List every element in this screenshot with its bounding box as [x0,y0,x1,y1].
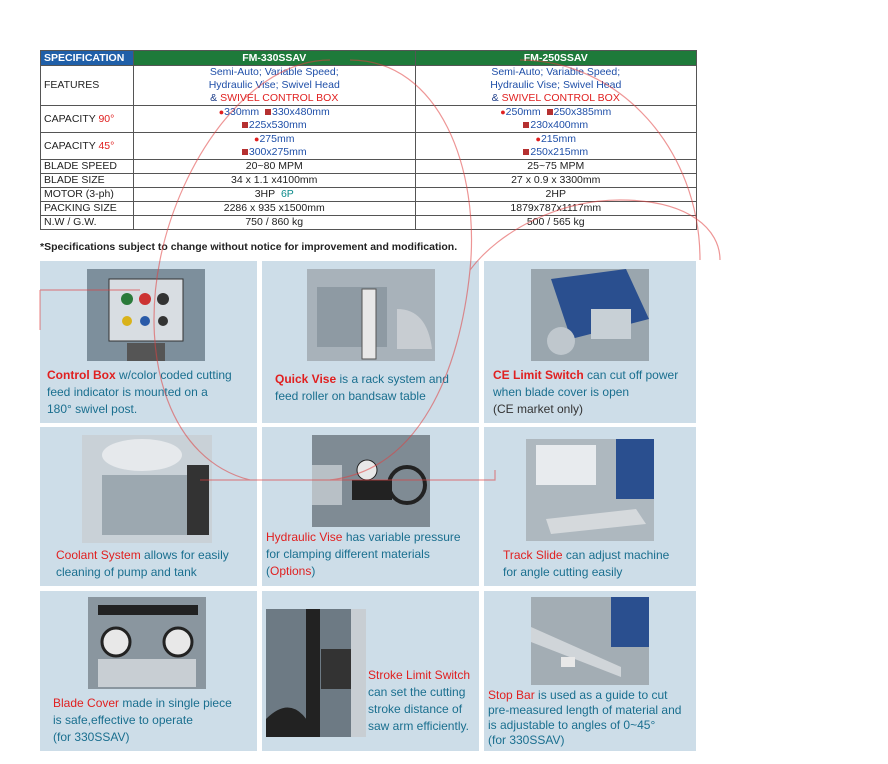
caption-text: (for 330SSAV) [53,730,130,744]
cap-round: 215mm [540,133,576,145]
caption-text: w/color coded cutting [115,368,232,382]
cap-round: 275mm [259,133,295,145]
cap-round: 330mm [224,106,260,118]
weight-fm330: 750 / 860 kg [134,216,416,230]
caption-text: saw arm efficiently. [368,719,469,733]
caption-text: is a rack system and [336,372,449,386]
track-slide-caption [503,547,693,581]
panel-hydraulic [262,427,479,586]
cap-rect: 330x480mm [272,106,330,118]
quick-vise-title: Quick Vise [275,372,337,386]
caption-text: can set the cutting [368,685,466,699]
caption-text: allows for easily [140,548,229,562]
stroke-limit-photo [266,609,366,737]
features-label: FEATURES [41,66,134,106]
capacity-45-fm250 [415,133,697,160]
feature-amp: & [210,92,221,104]
blade-speed-fm250: 25~75 MPM [415,160,697,174]
blade-size-fm250: 27 x 0.9 x 3300mm [415,174,697,188]
caption-text: feed roller on bandsaw table [275,389,426,403]
panel-track-slide [484,427,696,586]
control-box-title: Control Box [47,368,116,382]
rect-icon [242,149,248,155]
capacity-deg: 45° [98,139,115,152]
features-fm250 [415,66,697,106]
hydraulic-image [312,435,430,527]
spec-header-fm250: FM-250SSAV [415,51,697,66]
caption-text: stroke distance of [368,702,463,716]
caption-text: ( [266,564,270,578]
spec-note: *Specifications subject to change without notice for improvement and modification. [40,241,458,253]
caption-text: is used as a guide to cut [534,688,668,702]
blade-speed-fm330: 20~80 MPM [134,160,416,174]
caption-text: is safe,effective to operate [53,713,193,727]
blade-speed-label: BLADE SPEED [41,160,134,174]
round-icon: ● [500,107,506,117]
caption-text: has variable pressure [342,530,461,544]
stop-bar-title: Stop Bar [488,688,535,702]
control-box-caption [47,367,255,418]
weight-fm250: 500 / 565 kg [415,216,697,230]
panel-stroke-limit [262,591,479,751]
caption-text: (CE market only) [493,402,584,416]
quick-vise-image [307,269,435,361]
feature-line: Hydraulic Vise; Swivel Head [208,79,340,91]
feature-swivel: SWIVEL CONTROL BOX [220,92,339,104]
hydraulic-caption [266,529,478,580]
coolant-photo [82,435,212,543]
panel-blade-cover [40,591,257,751]
motor-hp: 3HP [254,188,276,200]
capacity-90-fm250 [415,106,697,133]
panel-control-box [40,261,257,423]
round-icon: ● [535,134,541,144]
coolant-image [82,435,212,543]
ce-limit-caption [493,367,695,418]
caption-text: cleaning of pump and tank [56,565,197,579]
rect-icon [265,109,271,115]
feature-swivel: SWIVEL CONTROL BOX [501,92,620,104]
feature-line: Semi-Auto; Variable Speed; [209,66,339,78]
capacity-90-fm330 [134,106,416,133]
panel-ce-limit [484,261,696,423]
control-box-photo [87,269,205,361]
spec-table [40,50,697,230]
caption-text: is adjustable to angles of 0~45° [488,718,656,732]
cap-rect: 250x385mm [553,106,612,118]
capacity-label-text: CAPACITY [44,139,96,152]
motor-fm330 [134,188,416,202]
feature-line: Semi-Auto; Variable Speed; [491,66,621,78]
blade-size-fm330: 34 x 1.1 x4100mm [134,174,416,188]
weight-label: N.W / G.W. [41,216,134,230]
caption-text: for clamping different materials [266,547,430,561]
caption-text: 180° swivel post. [47,402,138,416]
quick-vise-photo [307,269,435,361]
blade-cover-caption [53,695,257,746]
stroke-limit-title: Stroke Limit Switch [368,668,471,682]
capacity-label-text: CAPACITY [44,112,96,125]
blade-size-label: BLADE SIZE [41,174,134,188]
options-text: Options [270,564,312,578]
motor-fm250: 2HP [415,188,697,202]
caption-text: (for 330SSAV) [488,733,565,747]
rect-icon [523,149,529,155]
capacity-deg: 90° [98,112,115,125]
blade-cover-title: Blade Cover [53,696,120,710]
stop-bar-caption [488,688,698,748]
caption-text: for angle cutting easily [503,565,623,579]
cap-flat: 230x400mm [530,119,589,131]
track-slide-title: Track Slide [503,548,563,562]
feature-amp: & [491,92,502,104]
blade-cover-photo [88,597,206,689]
spec-header-label: SPECIFICATION [41,51,134,66]
motor-label: MOTOR (3-ph) [41,188,134,202]
capacity-90-label [41,106,134,133]
round-icon: ● [254,134,260,144]
spec-header-fm330: FM-330SSAV [134,51,416,66]
ce-limit-title: CE Limit Switch [493,368,584,382]
ce-limit-image [531,269,649,361]
flat-icon [242,122,248,128]
track-slide-image [526,439,654,541]
quick-vise-caption [275,371,475,405]
rect-icon [547,109,553,115]
stop-bar-image [531,597,649,685]
hydraulic-title: Hydraulic Vise [266,530,343,544]
motor-poles: 6P [280,188,294,200]
caption-text: feed indicator is mounted on a [47,385,208,399]
hydraulic-photo [312,435,430,527]
stroke-limit-caption [368,667,478,735]
stroke-limit-image [266,609,366,737]
track-slide-photo [526,439,654,541]
panel-stop-bar [484,591,696,751]
control-box-image [87,269,205,361]
caption-text: made in single piece [119,696,232,710]
coolant-caption [56,547,256,581]
caption-text: ) [311,564,316,578]
stop-bar-photo [531,597,649,685]
panel-coolant [40,427,257,586]
cap-rect: 250x215mm [530,146,589,158]
round-icon: ● [218,107,225,117]
features-fm330 [134,66,416,106]
caption-text: can adjust machine [562,548,670,562]
panel-quick-vise [262,261,479,423]
cap-flat: 225x530mm [248,119,307,131]
flat-icon [523,122,529,128]
caption-text: when blade cover is open [493,385,630,399]
capacity-45-label [41,133,134,160]
capacity-45-fm330 [134,133,416,160]
packing-size-label: PACKING SIZE [41,202,134,216]
ce-limit-photo [531,269,649,361]
packing-size-fm250: 1879x787x1117mm [415,202,697,216]
cap-round: 250mm [505,106,541,118]
caption-text: can cut off power [583,368,679,382]
packing-size-fm330: 2286 x 935 x1500mm [134,202,416,216]
caption-text: pre-measured length of material and [488,703,682,717]
blade-cover-image [88,597,206,689]
cap-rect: 300x275mm [248,146,307,158]
coolant-title: Coolant System [56,548,141,562]
feature-line: Hydraulic Vise; Swivel Head [490,79,622,91]
